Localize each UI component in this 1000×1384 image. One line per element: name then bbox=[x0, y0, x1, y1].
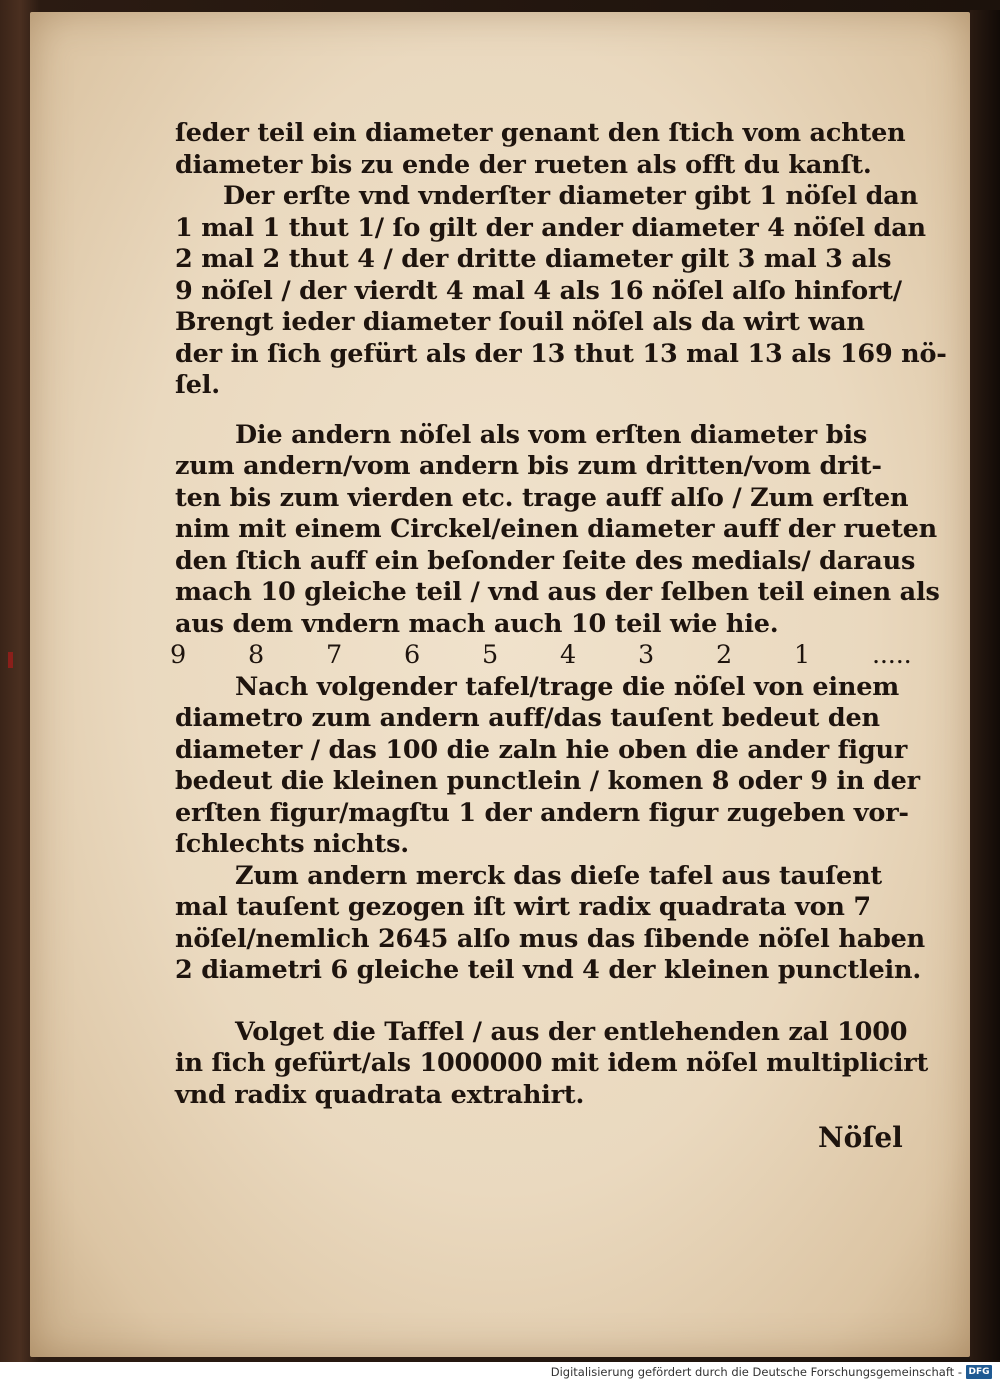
text-line: Der erſte vnd vnderſter diameter gibt 1 nöſel dan bbox=[223, 181, 918, 211]
text-line: den ſtich auff ein beſonder ſeite des medials/ daraus bbox=[175, 545, 916, 576]
scale-number: 8 bbox=[248, 640, 265, 670]
text-line: mal tauſent gezogen iſt wirt radix quadrata von 7 bbox=[175, 892, 871, 922]
text-line: Brengt ieder diameter ſouil nöſel als da wirt wan bbox=[175, 307, 865, 337]
scale-dots: ..... bbox=[872, 640, 912, 670]
text-line: erſten figur/magſtu 1 der andern figur zugeben vor- bbox=[175, 797, 909, 828]
text-line: diameter / das 100 die zaln hie oben die ander figur bbox=[175, 734, 908, 765]
catchword: Nöſel bbox=[818, 1121, 903, 1154]
text-line: ſchlechts nichts. bbox=[175, 829, 409, 859]
text-line: ten bis zum vierden etc. trage auff alſo / Zum erſten bbox=[175, 482, 909, 513]
text-line: ſel. bbox=[175, 370, 220, 400]
dfg-logo-icon: DFG bbox=[966, 1365, 992, 1379]
text-line: Die andern nöſel als vom erſten diameter bis bbox=[235, 419, 867, 450]
scale-numbers bbox=[170, 640, 915, 672]
text-line: 2 mal 2 thut 4 / der dritte diameter gilt 3 mal 3 als bbox=[175, 244, 892, 274]
text-line: aus dem vndern mach auch 10 teil wie hie. bbox=[175, 608, 779, 639]
text-line: bedeut die kleinen punctlein / komen 8 oder 9 in der bbox=[175, 766, 920, 796]
page-edge-shadow bbox=[970, 10, 1000, 1360]
text-line: diametro zum andern auff/das tauſent bedeut den bbox=[175, 703, 880, 733]
scale-number: 7 bbox=[326, 640, 343, 670]
text-line: vnd radix quadrata extrahirt. bbox=[175, 1079, 585, 1110]
text-line: in ſich gefürt/als 1000000 mit idem nöſel multiplicirt bbox=[175, 1048, 929, 1078]
scale-number: 1 bbox=[794, 640, 811, 670]
scale-number: 3 bbox=[638, 640, 655, 670]
text-line: 9 nöſel / der vierdt 4 mal 4 als 16 nöſel alſo hinfort/ bbox=[175, 275, 902, 306]
binding-mark bbox=[8, 652, 13, 668]
text-line: nim mit einem Circkel/einen diameter auff der rueten bbox=[175, 514, 938, 544]
footer-credit: Digitalisierung gefördert durch die Deutsche Forschungsgemeinschaft - bbox=[550, 1365, 962, 1379]
text-line: mach 10 gleiche teil / vnd aus der ſelben teil einen als bbox=[175, 577, 940, 607]
text-line: Zum andern merck das dieſe tafel aus tauſent bbox=[235, 860, 883, 891]
text-line: diameter bis zu ende der rueten als offt du kanſt. bbox=[175, 149, 872, 180]
page-text bbox=[170, 118, 947, 1111]
scale-number: 4 bbox=[560, 640, 577, 670]
scale-number: 5 bbox=[482, 640, 499, 670]
text-line: der in ſich gefürt als der 13 thut 13 mal 13 als 169 nö- bbox=[175, 338, 947, 369]
text-line: nöſel/nemlich 2645 alſo mus das ſibende nöſel haben bbox=[175, 923, 926, 954]
scale-number: 2 bbox=[716, 640, 733, 670]
text-line: Nach volgender tafel/trage die nöſel von einem bbox=[235, 671, 900, 702]
text-line: ſeder teil ein diameter genant den ſtich vom achten bbox=[175, 118, 906, 148]
scale-number: 9 bbox=[170, 640, 187, 670]
text-line: Volget die Taffel / aus der entlehenden zal 1000 bbox=[235, 1016, 908, 1047]
text-line: 1 mal 1 thut 1/ ſo gilt der ander diameter 4 nöſel dan bbox=[175, 212, 926, 243]
text-line: zum andern/vom andern bis zum dritten/vom drit- bbox=[175, 451, 882, 481]
text-line: 2 diametri 6 gleiche teil vnd 4 der kleinen punctlein. bbox=[175, 955, 922, 985]
scale-number: 6 bbox=[404, 640, 421, 670]
footer-bar bbox=[0, 1362, 1000, 1384]
